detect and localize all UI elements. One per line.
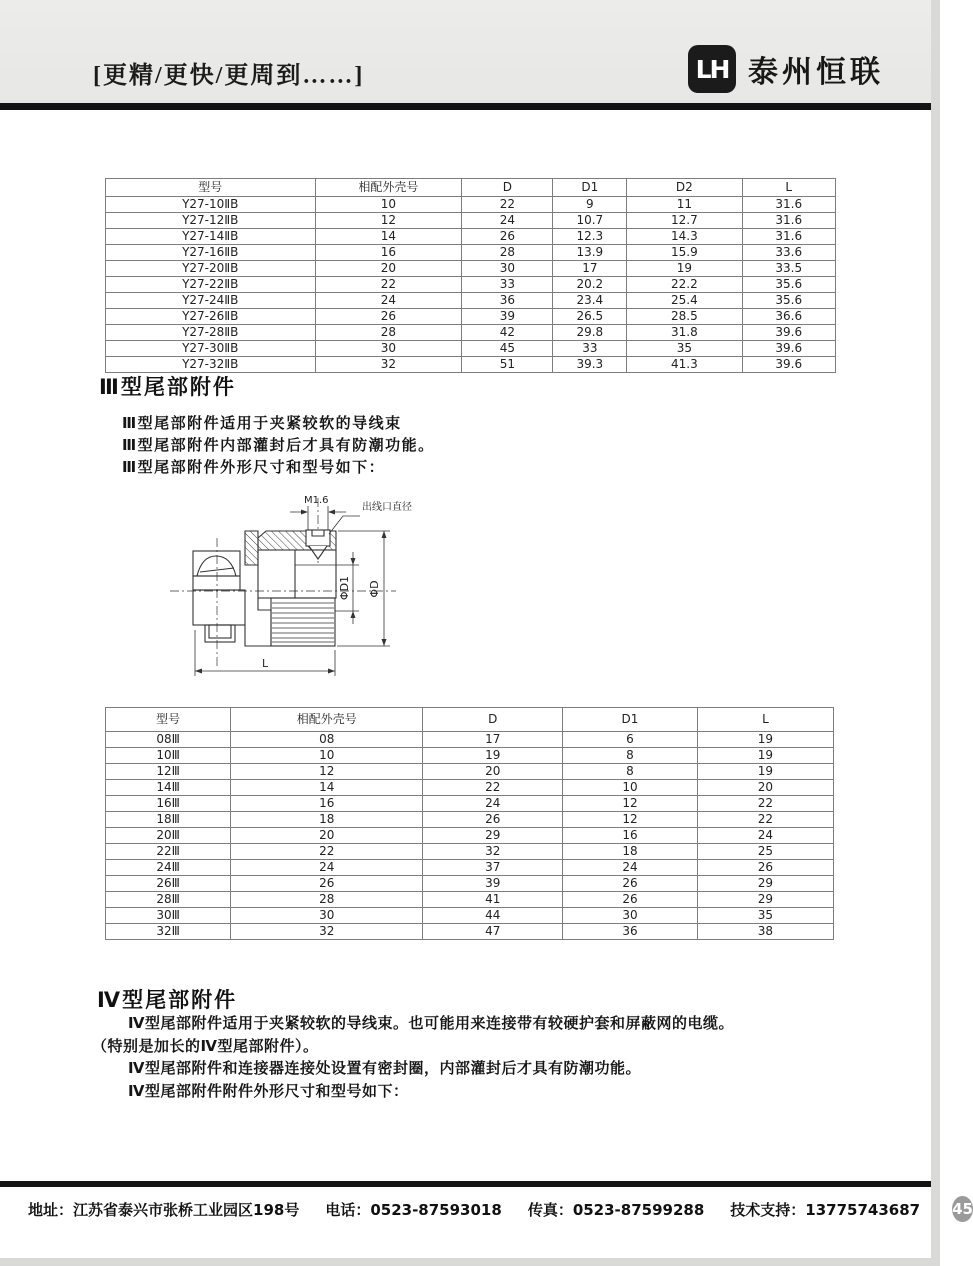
column-header: 相配外壳号	[315, 179, 462, 197]
table-cell: 10.7	[553, 213, 627, 229]
table-cell: 29	[697, 892, 833, 908]
table-cell: 32	[423, 844, 563, 860]
table-cell: 12.3	[553, 229, 627, 245]
table-cell: 16	[563, 828, 698, 844]
table-cell: 11	[627, 197, 742, 213]
table-cell: 36	[462, 293, 553, 309]
table-row	[106, 732, 834, 748]
table-cell: 39.6	[742, 325, 835, 341]
table-cell: 33.5	[742, 261, 835, 277]
table-cell: 42	[462, 325, 553, 341]
table-cell: 14.3	[627, 229, 742, 245]
section3-line: Ⅲ型尾部附件内部灌封后才具有防潮功能。	[122, 436, 435, 454]
table-cell: 24	[315, 293, 462, 309]
table-cell: 31.8	[627, 325, 742, 341]
table-row	[106, 876, 834, 892]
table-cell: 47	[423, 924, 563, 940]
table-row	[106, 924, 834, 940]
logo-lh-icon: LH	[688, 45, 736, 93]
table-cell: 14	[231, 780, 423, 796]
table-row	[106, 812, 834, 828]
table-cell: 39.6	[742, 357, 835, 373]
footer-phone: 电话：0523-87593018	[325, 1200, 502, 1219]
scan-edge-bottom	[0, 1258, 940, 1266]
table-cell: 23.4	[553, 293, 627, 309]
table-cell: 26Ⅲ	[106, 876, 231, 892]
table-cell: 32	[231, 924, 423, 940]
table-cell: Y27-28ⅡB	[106, 325, 316, 341]
table-cell: 24	[423, 796, 563, 812]
d1-dim-label: ΦD1	[338, 575, 351, 601]
table-row	[106, 844, 834, 860]
table-cell: 13.9	[553, 245, 627, 261]
table-cell: Y27-20ⅡB	[106, 261, 316, 277]
table-cell: 22.2	[627, 277, 742, 293]
table-cell: 10	[563, 780, 698, 796]
tail-accessory-drawing	[138, 490, 434, 690]
table-cell: 19	[697, 764, 833, 780]
table-cell: Y27-12ⅡB	[106, 213, 316, 229]
table-cell: 26.5	[553, 309, 627, 325]
table-cell: 19	[697, 748, 833, 764]
table-cell: 44	[423, 908, 563, 924]
section4-title: Ⅳ型尾部附件	[97, 988, 238, 1012]
table-cell: 16	[315, 245, 462, 261]
table-cell: 39	[462, 309, 553, 325]
column-header: D	[423, 708, 563, 732]
table-row	[106, 860, 834, 876]
table-cell: 29.8	[553, 325, 627, 341]
section4-line: （特别是加长的Ⅳ型尾部附件）。	[92, 1037, 319, 1055]
section3-line: Ⅲ型尾部附件外形尺寸和型号如下：	[122, 458, 386, 476]
table-cell: 39.6	[742, 341, 835, 357]
table-cell: 18Ⅲ	[106, 812, 231, 828]
section4-line: Ⅳ型尾部附件适用于夹紧较软的导线束。也可能用来连接带有较硬护套和屏蔽网的电缆。	[128, 1014, 734, 1032]
column-header: 相配外壳号	[231, 708, 423, 732]
table-cell: 41	[423, 892, 563, 908]
table-cell: 26	[315, 309, 462, 325]
table-cell: 10	[231, 748, 423, 764]
table-cell: Y27-22ⅡB	[106, 277, 316, 293]
column-header: 型号	[106, 708, 231, 732]
table-cell: Y27-26ⅡB	[106, 309, 316, 325]
table-cell: 45	[462, 341, 553, 357]
section3-line: Ⅲ型尾部附件适用于夹紧较软的导线束	[122, 414, 402, 432]
table-row	[106, 780, 834, 796]
table-cell: 24	[563, 860, 698, 876]
table-row	[106, 892, 834, 908]
table-cell: 36	[563, 924, 698, 940]
table-row	[106, 828, 834, 844]
table-cell: 41.3	[627, 357, 742, 373]
section4-line: Ⅳ型尾部附件和连接器连接处设置有密封圈，内部灌封后才具有防潮功能。	[128, 1059, 641, 1077]
table-row	[106, 229, 836, 245]
table-row	[106, 197, 836, 213]
table-cell: 36.6	[742, 309, 835, 325]
d-dim-label: ΦD	[368, 580, 381, 598]
table-cell: 30Ⅲ	[106, 908, 231, 924]
table-cell: Y27-30ⅡB	[106, 341, 316, 357]
table-row	[106, 341, 836, 357]
table-row	[106, 309, 836, 325]
table-cell: 22	[462, 197, 553, 213]
table-cell: 19	[627, 261, 742, 277]
table-cell: 12	[563, 796, 698, 812]
table-cell: 6	[563, 732, 698, 748]
table-cell: 26	[563, 892, 698, 908]
table-cell: 9	[553, 197, 627, 213]
table-cell: 31.6	[742, 197, 835, 213]
footer-support: 技术支持：13775743687	[730, 1200, 921, 1219]
table-cell: 37	[423, 860, 563, 876]
table-row	[106, 261, 836, 277]
table-row	[106, 764, 834, 780]
table-cell: 26	[563, 876, 698, 892]
table-cell: 38	[697, 924, 833, 940]
table-cell: 26	[462, 229, 553, 245]
table-cell: 19	[423, 748, 563, 764]
scan-edge-right	[931, 0, 940, 1266]
length-dim-label: L	[262, 657, 269, 670]
table-cell: 29	[423, 828, 563, 844]
header-slogan: [更精/更快/更周到……]	[93, 63, 365, 89]
table-cell: 35	[627, 341, 742, 357]
table-y27-iib	[105, 178, 836, 373]
table-cell: 28	[315, 325, 462, 341]
table-cell: 12Ⅲ	[106, 764, 231, 780]
table-cell: 39	[423, 876, 563, 892]
table-row	[106, 325, 836, 341]
table-cell: 12	[315, 213, 462, 229]
column-header: L	[697, 708, 833, 732]
table-cell: 30	[462, 261, 553, 277]
table-cell: 33	[462, 277, 553, 293]
table-cell: 31.6	[742, 213, 835, 229]
table-cell: 24	[697, 828, 833, 844]
section4-line: Ⅳ型尾部附件附件外形尺寸和型号如下：	[128, 1082, 409, 1100]
page-footer	[28, 1196, 973, 1222]
table-cell: 16Ⅲ	[106, 796, 231, 812]
table-cell: Y27-32ⅡB	[106, 357, 316, 373]
table-cell: 20	[697, 780, 833, 796]
table-cell: 15.9	[627, 245, 742, 261]
table-cell: Y27-14ⅡB	[106, 229, 316, 245]
table-cell: 20Ⅲ	[106, 828, 231, 844]
table-cell: 22	[697, 796, 833, 812]
table-cell: 33	[553, 341, 627, 357]
table-row	[106, 277, 836, 293]
table-cell: 35.6	[742, 277, 835, 293]
table-cell: 17	[423, 732, 563, 748]
company-name: 泰州恒联	[748, 55, 884, 90]
table-cell: 28Ⅲ	[106, 892, 231, 908]
table-cell: 30	[563, 908, 698, 924]
table-cell: 20	[315, 261, 462, 277]
thread-dim-label: M1.6	[304, 495, 329, 506]
table-cell: Y27-10ⅡB	[106, 197, 316, 213]
table-cell: 35	[697, 908, 833, 924]
table-cell: 18	[563, 844, 698, 860]
table-cell: 22	[315, 277, 462, 293]
column-header: D	[462, 179, 553, 197]
page-header	[0, 0, 940, 103]
table-cell: 32Ⅲ	[106, 924, 231, 940]
table-header-row	[106, 179, 836, 197]
table-cell: 10	[315, 197, 462, 213]
table-cell: 30	[315, 341, 462, 357]
table-cell: 12	[231, 764, 423, 780]
table-cell: 33.6	[742, 245, 835, 261]
footer-address: 地址：江苏省泰兴市张桥工业园区198号	[28, 1200, 300, 1219]
table-cell: 29	[697, 876, 833, 892]
table-cell: 8	[563, 764, 698, 780]
table-cell: 24	[462, 213, 553, 229]
outlet-dim-label: 出线口直径	[362, 502, 412, 513]
table-row	[106, 213, 836, 229]
table-cell: 14Ⅲ	[106, 780, 231, 796]
column-header: D2	[627, 179, 742, 197]
table-cell: 26	[423, 812, 563, 828]
company-logo	[688, 45, 884, 93]
table-row	[106, 748, 834, 764]
table-cell: 26	[697, 860, 833, 876]
table-cell: 28.5	[627, 309, 742, 325]
table-cell: 28	[462, 245, 553, 261]
table-cell: 25.4	[627, 293, 742, 309]
table-cell: 51	[462, 357, 553, 373]
table-cell: 19	[697, 732, 833, 748]
table-cell: 30	[231, 908, 423, 924]
table-cell: 26	[231, 876, 423, 892]
table-cell: 8	[563, 748, 698, 764]
column-header: 型号	[106, 179, 316, 197]
page-number-badge: 45	[952, 1196, 973, 1222]
table-cell: 12.7	[627, 213, 742, 229]
table-cell: 18	[231, 812, 423, 828]
table-row	[106, 796, 834, 812]
table-cell: 08	[231, 732, 423, 748]
table-cell: 31.6	[742, 229, 835, 245]
table-cell: 24	[231, 860, 423, 876]
table-cell: 22	[231, 844, 423, 860]
table-iii-type	[105, 707, 834, 940]
header-divider-bar	[0, 103, 940, 110]
table-cell: 22	[697, 812, 833, 828]
table-cell: 24Ⅲ	[106, 860, 231, 876]
column-header: D1	[553, 179, 627, 197]
table-cell: 32	[315, 357, 462, 373]
table-cell: 22Ⅲ	[106, 844, 231, 860]
footer-divider-bar	[0, 1181, 931, 1187]
table-row	[106, 245, 836, 261]
table-cell: 14	[315, 229, 462, 245]
column-header: L	[742, 179, 835, 197]
section3-title: Ⅲ型尾部附件	[99, 375, 236, 399]
table-cell: 22	[423, 780, 563, 796]
table-header-row	[106, 708, 834, 732]
table-cell: 17	[553, 261, 627, 277]
table-cell: 16	[231, 796, 423, 812]
table-cell: 20	[423, 764, 563, 780]
table-row	[106, 908, 834, 924]
table-cell: 10Ⅲ	[106, 748, 231, 764]
table-cell: 20.2	[553, 277, 627, 293]
table-cell: 08Ⅲ	[106, 732, 231, 748]
column-header: D1	[563, 708, 698, 732]
table-cell: 20	[231, 828, 423, 844]
table-cell: 35.6	[742, 293, 835, 309]
table-cell: Y27-16ⅡB	[106, 245, 316, 261]
table-cell: 39.3	[553, 357, 627, 373]
table-row	[106, 293, 836, 309]
footer-fax: 传真：0523-87599288	[527, 1200, 705, 1219]
table-cell: 25	[697, 844, 833, 860]
table-cell: 12	[563, 812, 698, 828]
table-cell: 28	[231, 892, 423, 908]
table-cell: Y27-24ⅡB	[106, 293, 316, 309]
